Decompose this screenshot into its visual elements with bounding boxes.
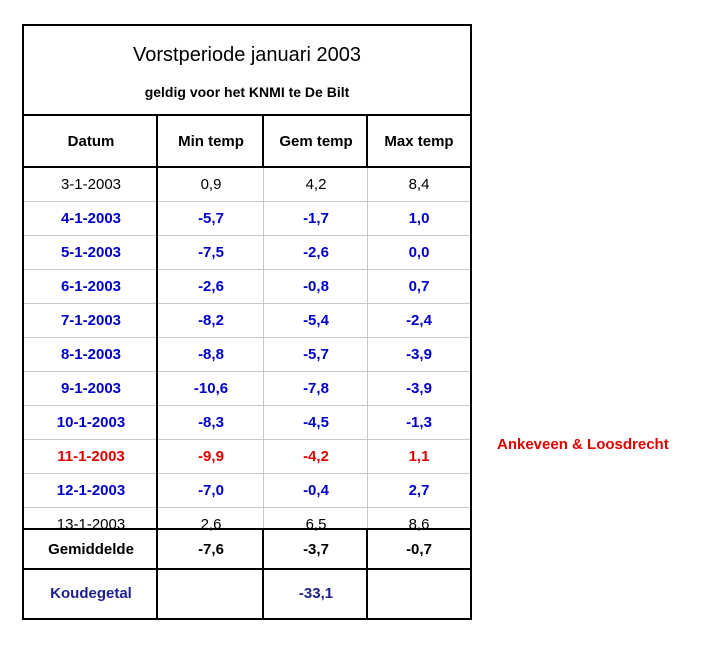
min-temp-cell: 2,6 xyxy=(200,516,222,533)
frost-period-table xyxy=(22,24,472,620)
table-title-block xyxy=(24,26,470,116)
date-cell: 9-1-2003 xyxy=(60,380,122,397)
header-date: Datum xyxy=(67,132,115,150)
min-temp-cell: -8,2 xyxy=(198,312,224,329)
min-temp-cell: -10,6 xyxy=(193,380,229,397)
column-divider xyxy=(156,116,158,618)
max-temp-cell: 0,0 xyxy=(408,244,430,261)
average-label: Gemiddelde xyxy=(48,540,134,558)
table-row xyxy=(24,168,470,202)
min-temp-cell: 0,9 xyxy=(200,176,222,193)
avg-temp-cell: -4,2 xyxy=(303,448,329,465)
header-avg-temp: Gem temp xyxy=(279,132,353,150)
table-row xyxy=(24,372,470,406)
max-temp-cell: 1,1 xyxy=(408,448,430,465)
date-cell: 3-1-2003 xyxy=(60,176,122,193)
date-cell: 6-1-2003 xyxy=(60,278,122,295)
avg-temp-cell: -7,8 xyxy=(303,380,329,397)
koudegetal-row xyxy=(24,568,470,618)
max-temp-cell: 8,4 xyxy=(408,176,430,193)
avg-temp-cell: 6,5 xyxy=(305,516,327,533)
column-divider xyxy=(262,116,264,166)
avg-temp-cell: 4,2 xyxy=(305,176,327,193)
koudegetal-value: -33,1 xyxy=(298,584,334,602)
table-row xyxy=(24,202,470,236)
date-cell: 4-1-2003 xyxy=(60,210,122,227)
max-temp-cell: 8,6 xyxy=(408,516,430,533)
avg-temp-cell: -5,7 xyxy=(303,346,329,363)
table-subtitle: geldig voor het KNMI te De Bilt xyxy=(144,84,350,100)
table-row xyxy=(24,406,470,440)
table-row xyxy=(24,474,470,508)
date-cell: 13-1-2003 xyxy=(56,516,126,533)
max-temp-cell: -3,9 xyxy=(406,380,432,397)
min-temp-cell: -7,0 xyxy=(198,482,224,499)
min-temp-cell: -8,3 xyxy=(198,414,224,431)
average-avg: -3,7 xyxy=(303,540,329,558)
min-temp-cell: -9,9 xyxy=(198,448,224,465)
column-divider xyxy=(263,168,264,528)
table-row xyxy=(24,338,470,372)
average-min: -7,6 xyxy=(198,540,224,558)
date-cell: 7-1-2003 xyxy=(60,312,122,329)
table-row xyxy=(24,440,470,474)
date-cell: 5-1-2003 xyxy=(60,244,122,261)
table-row xyxy=(24,270,470,304)
column-divider xyxy=(366,116,368,166)
avg-temp-cell: -5,4 xyxy=(303,312,329,329)
koudegetal-label: Koudegetal xyxy=(50,584,132,602)
header-max-temp: Max temp xyxy=(384,132,454,150)
date-cell: 11-1-2003 xyxy=(57,448,125,465)
location-note: Ankeveen & Loosdrecht xyxy=(497,436,669,453)
average-max: -0,7 xyxy=(406,540,432,558)
max-temp-cell: -3,9 xyxy=(406,346,432,363)
column-divider xyxy=(262,528,264,618)
avg-temp-cell: -4,5 xyxy=(303,414,329,431)
max-temp-cell: -1,3 xyxy=(406,414,432,431)
min-temp-cell: -5,7 xyxy=(198,210,224,227)
avg-temp-cell: -0,4 xyxy=(303,482,329,499)
max-temp-cell: 0,7 xyxy=(408,278,430,295)
max-temp-cell: 2,7 xyxy=(408,482,430,499)
table-title: Vorstperiode januari 2003 xyxy=(133,44,361,66)
avg-temp-cell: -2,6 xyxy=(303,244,329,261)
header-min-temp: Min temp xyxy=(178,132,244,150)
date-cell: 10-1-2003 xyxy=(56,414,126,431)
min-temp-cell: -7,5 xyxy=(198,244,224,261)
date-cell: 12-1-2003 xyxy=(56,482,126,499)
max-temp-cell: -2,4 xyxy=(406,312,432,329)
column-divider xyxy=(367,168,368,528)
table-body xyxy=(24,168,470,541)
avg-temp-cell: -1,7 xyxy=(303,210,329,227)
max-temp-cell: 1,0 xyxy=(408,210,430,227)
table-header-row xyxy=(24,116,470,168)
column-divider xyxy=(366,528,368,618)
min-temp-cell: -2,6 xyxy=(198,278,224,295)
table-row xyxy=(24,304,470,338)
table-row xyxy=(24,236,470,270)
average-row xyxy=(24,528,470,570)
date-cell: 8-1-2003 xyxy=(60,346,122,363)
avg-temp-cell: -0,8 xyxy=(303,278,329,295)
min-temp-cell: -8,8 xyxy=(198,346,224,363)
